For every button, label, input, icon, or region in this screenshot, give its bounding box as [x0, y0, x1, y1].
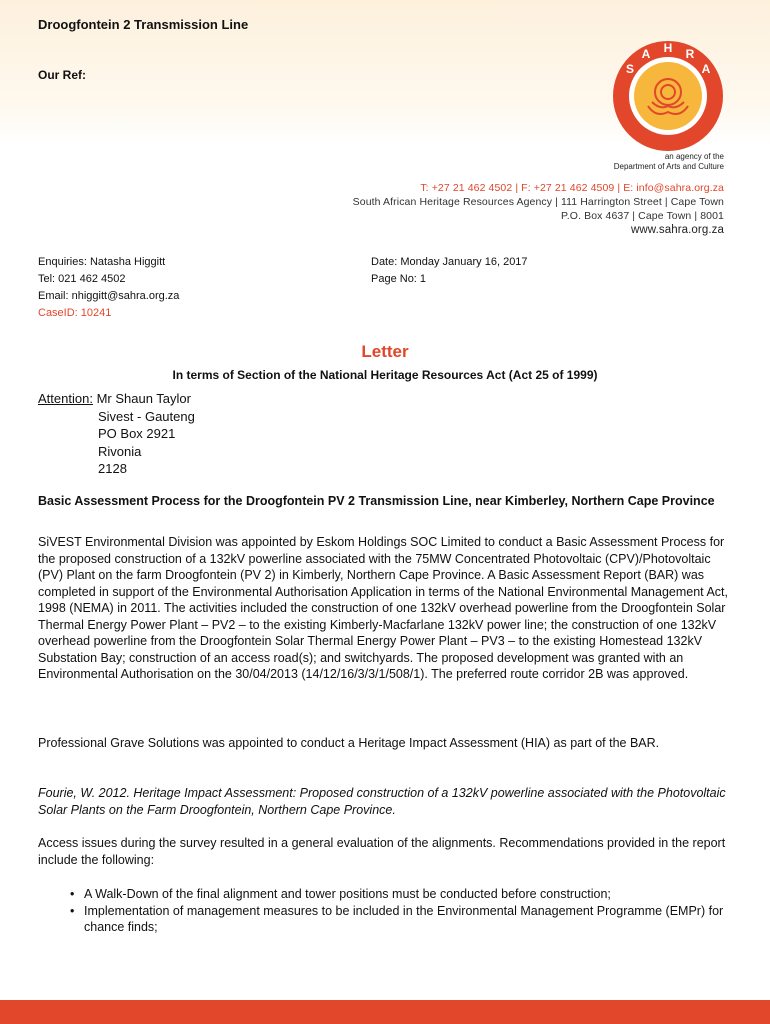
list-item: • A Walk-Down of the final alignment and tower positions must be conducted before construction;: [68, 886, 728, 903]
sahra-logo: [612, 40, 724, 152]
address-line-3: Rivonia: [98, 443, 142, 459]
contact-address-line: South African Heritage Resources Agency | 111 Harrington Street | Cape Town: [352, 196, 724, 208]
logo-letter-s: S: [625, 62, 635, 76]
contact-block: [330, 181, 724, 237]
logo-letter-h: H: [663, 41, 673, 55]
attention-block: [38, 390, 195, 478]
contact-website[interactable]: www.sahra.org.za: [631, 224, 724, 236]
logo-center: [634, 62, 702, 130]
agency-line-1: an agency of the: [664, 152, 724, 161]
list-item: • Implementation of management measures to be included in the Environmental Management Programme (EMPr) for chance finds;: [68, 903, 728, 936]
address-line-1: Sivest - Gauteng: [98, 408, 195, 424]
letter-heading: Letter: [361, 342, 409, 361]
recommendations-list: [68, 886, 728, 936]
agency-line-2: Department of Arts and Culture: [613, 162, 724, 171]
logo-letter-a1: A: [641, 47, 651, 61]
logo-letter-r: R: [685, 47, 695, 61]
attention-label: Attention:: [38, 391, 93, 406]
paragraph-1: SiVEST Environmental Division was appointed by Eskom Holdings SOC Limited to conduct a Basic Assessment Process for the proposed construction of a 132kV powerline associated with the 75MW Concentrated Photovoltaic (CPV)/Photovoltaic (PV) Plant on the farm Droogfontein (PV 2) in Kimberly, Northern Cape Province. A Basic Assessment Report (BAR) was completed in support of the Environmental Authorisation Application in terms of the National Environmental Management Act, 1998 (NEMA) in 2011. The activities included the construction of one 132kV overhead powerline from the Droogfontein Solar Thermal Energy Power Plant – PV2 – to the existing Kimberly-Macfarlane 132kV power line; the construction of one 132kV overhead powerline from the Droogfontein Solar Thermal Energy Power Plant – PV3 – to the existing Homestead 132kV Substation Bay; construction of an access road(s); and switchyards. The proposed development was granted with an Environmental Authorisation on the 30/04/2013 (14/12/16/3/3/1/508/1). The preferred route corridor 2B was approved.: [38, 535, 728, 681]
contact-phone-line: T: +27 21 462 4502 | F: +27 21 462 4509 | E: info@sahra.org.za: [420, 182, 724, 194]
agency-note: [560, 152, 724, 172]
subject-heading: Basic Assessment Process for the Droogfontein PV 2 Transmission Line, near Kimberley, Northern Cape Province: [38, 494, 715, 508]
address-line-4: 2128: [98, 461, 127, 476]
page-number: Page No: 1: [371, 273, 427, 285]
paragraph-2: Professional Grave Solutions was appointed to conduct a Heritage Impact Assessment (HIA) as part of the BAR.: [38, 736, 660, 750]
enquiries-name: Enquiries: Natasha Higgitt: [38, 256, 166, 268]
enquiries-tel: Tel: 021 462 4502: [38, 273, 126, 285]
letter-subheading: In terms of Section of the National Heritage Resources Act (Act 25 of 1999): [172, 368, 598, 382]
address-line-2: PO Box 2921: [98, 426, 176, 441]
attention-line: [38, 390, 195, 408]
attention-name: Mr Shaun Taylor: [96, 391, 191, 406]
letter-date: Date: Monday January 16, 2017: [371, 256, 528, 268]
paragraph-3: Access issues during the survey resulted in a general evaluation of the alignments. Recommendations provided in the report include the following:: [38, 836, 726, 867]
date-block: [371, 254, 528, 288]
enquiries-block: [38, 254, 179, 322]
enquiries-email[interactable]: Email: nhiggitt@sahra.org.za: [38, 290, 180, 302]
contact-po-box-line: P.O. Box 4637 | Cape Town | 8001: [561, 210, 724, 222]
document-title: Droogfontein 2 Transmission Line: [38, 17, 249, 32]
logo-letter-a2: A: [701, 62, 711, 76]
footer-bar: [0, 1000, 770, 1024]
citation: Fourie, W. 2012. Heritage Impact Assessment: Proposed construction of a 132kV powerline associated with the Photovoltaic Solar Plants on the Farm Droogfontein, Northern Cape Province.: [38, 786, 726, 817]
case-id: CaseID: 10241: [38, 307, 112, 319]
our-ref-label: Our Ref:: [38, 68, 86, 82]
